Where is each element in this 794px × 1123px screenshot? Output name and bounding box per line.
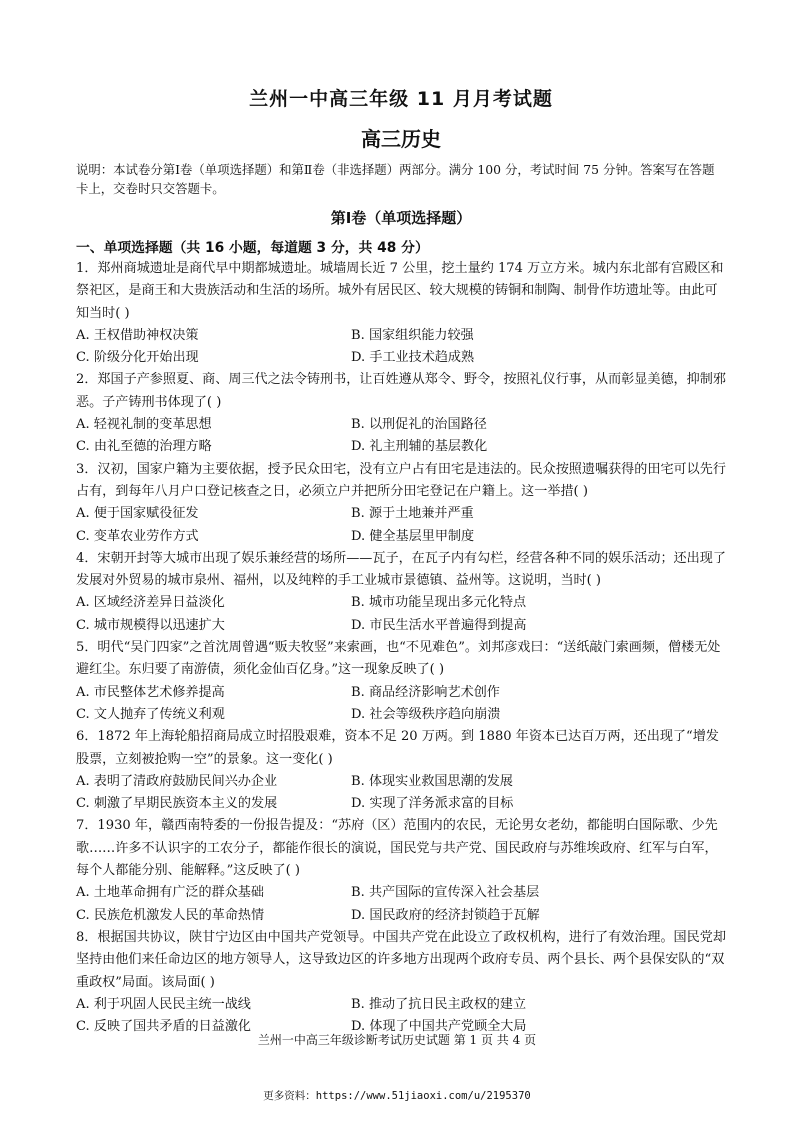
option-b: B. 共产国际的宣传深入社会基层 bbox=[351, 885, 540, 901]
option-a: A. 市民整体艺术修养提高 bbox=[76, 684, 225, 700]
question-1 bbox=[76, 258, 726, 369]
option-c: C. 刺激了早期民族资本主义的发展 bbox=[76, 796, 278, 812]
option-b: B. 商品经济影响艺术创作 bbox=[351, 684, 500, 700]
option-grid bbox=[76, 771, 726, 816]
option-a: A. 轻视礼制的变革思想 bbox=[76, 417, 212, 433]
option-b: B. 源于土地兼并严重 bbox=[351, 506, 474, 522]
question-stem: 4．宋朝开封等大城市出现了娱乐兼经营的场所——瓦子，在瓦子内有勾栏，经营各种不同的娱乐活动；还出现了发展对外贸易的城市泉州、福州，以及纯粹的手工业城市景德镇、益州等。这说明，当时( ) bbox=[76, 550, 726, 589]
question-stem: 5．明代“吴门四家”之首沈周曾遇“贩夫牧竖”来索画，也“不见难色”。刘邦彦戏曰：“送纸敲门索画频，僧楼无处避红尘。东归要了南游债，须化金仙百亿身。”这一现象反映了( ) bbox=[76, 640, 721, 678]
exam-subtitle: 高三历史 bbox=[361, 127, 441, 151]
option-grid bbox=[76, 592, 726, 637]
question-6 bbox=[76, 726, 726, 815]
question-list bbox=[76, 258, 726, 1038]
option-b: B. 推动了抗日民主政权的建立 bbox=[351, 996, 527, 1012]
exam-instructions: 说明：本试卷分第Ⅰ卷（单项选择题）和第Ⅱ卷（非选择题）两部分。满分 100 分，考试时间 75 分钟。答案写在答题卡上，交卷时只交答题卡。 bbox=[76, 162, 715, 196]
option-d: D. 国民政府的经济封锁趋于瓦解 bbox=[351, 907, 540, 923]
question-5 bbox=[76, 637, 726, 726]
option-a: A. 王权借助神权决策 bbox=[76, 327, 199, 343]
option-c: C. 变革农业劳作方式 bbox=[76, 528, 199, 544]
question-stem: 6．1872 年上海轮船招商局成立时招股艰难，资本不足 20 万两。到 1880 年资本已达百万两，还出现了“增发股票，立刻被抢购一空”的景象。这一变化( ) bbox=[76, 729, 719, 767]
option-d: D. 体现了中国共产党顾全大局 bbox=[351, 1019, 527, 1035]
option-grid bbox=[76, 882, 726, 927]
question-7 bbox=[76, 815, 726, 926]
option-c: C. 城市规模得以迅速扩大 bbox=[76, 617, 225, 633]
option-c: C. 民族危机激发人民的革命热情 bbox=[76, 907, 265, 923]
option-b: B. 以刑促礼的治国路径 bbox=[351, 417, 487, 433]
option-d: D. 健全基层里甲制度 bbox=[351, 528, 475, 544]
question-stem: 2．郑国子产参照夏、商、周三代之法令铸刑书，让百姓遵从郑令、野令，按照礼仪行事，从而彰显美德，抑制邪恶。子产铸刑书体现了( ) bbox=[76, 372, 726, 410]
question-3 bbox=[76, 459, 726, 548]
question-stem: 8．根据国共协议，陕甘宁边区由中国共产党领导。中国共产党在此设立了政权机构，进行了有效治理。国民党却坚持由他们来任命边区的地方领导人，这导致边区的许多地方出现两个政府专员、两个县长、两个县保安队的“双重政权”局面。该局面( ) bbox=[76, 929, 726, 990]
option-d: D. 礼主刑辅的基层教化 bbox=[351, 439, 488, 455]
question-2 bbox=[76, 369, 726, 458]
option-c: C. 反映了国共矛盾的日益激化 bbox=[76, 1019, 252, 1035]
question-4 bbox=[76, 548, 726, 637]
option-c: C. 由礼至德的治理方略 bbox=[76, 439, 212, 455]
option-b: B. 城市功能呈现出多元化特点 bbox=[351, 595, 527, 611]
section-title: 第Ⅰ卷（单项选择题） bbox=[330, 209, 472, 227]
option-b: B. 国家组织能力较强 bbox=[351, 327, 474, 343]
question-stem: 1．郑州商城遗址是商代早中期都城遗址。城墙周长近 7 公里，挖土量约 174 万立方米。城内东北部有宫殿区和祭祀区，是商王和大贵族活动和生活的场所。城外有居民区、较大规模的铸铜和制陶、制骨作坊遗址等。由此可知当时( ) bbox=[76, 261, 724, 321]
option-grid bbox=[76, 325, 726, 370]
option-b: B. 体现实业救国思潮的发展 bbox=[351, 773, 513, 789]
option-a: A. 便于国家赋役征发 bbox=[76, 506, 199, 522]
option-grid bbox=[76, 503, 726, 548]
option-c: C. 文人抛弃了传统义利观 bbox=[76, 706, 225, 722]
question-stem: 7．1930 年，赣西南特委的一份报告提及：“苏府（区）范围内的农民，无论男女老幼，都能明白国际歌、少先歌……许多不认识字的工农分子，都能作很长的演说，国民党与共产党、国民政府与苏维埃政府、红军与白军，每个人都能分别、能解释。”这反映了( ) bbox=[76, 818, 718, 879]
part-heading: 一、单项选择题（共 16 小题，每道题 3 分，共 48 分） bbox=[76, 240, 429, 256]
option-a: A. 表明了清政府鼓励民间兴办企业 bbox=[76, 773, 278, 789]
exam-title: 兰州一中高三年级 11 月月考试题 bbox=[249, 88, 553, 110]
option-d: D. 实现了洋务派求富的目标 bbox=[351, 796, 514, 812]
option-d: D. 市民生活水平普遍得到提高 bbox=[351, 617, 527, 633]
option-a: A. 区域经济差异日益淡化 bbox=[76, 595, 225, 611]
option-grid bbox=[76, 682, 726, 727]
exam-page bbox=[76, 84, 726, 1038]
option-d: D. 社会等级秩序趋向崩溃 bbox=[351, 706, 501, 722]
page-footer: 兰州一中高三年级诊断考试历史试题 第 1 页 共 4 页 bbox=[257, 1033, 537, 1047]
resource-link[interactable]: 更多资料：https://www.51jiaoxi.com/u/2195370 bbox=[263, 1090, 531, 1102]
option-a: A. 土地革命拥有广泛的群众基础 bbox=[76, 885, 264, 901]
option-d: D. 手工业技术趋成熟 bbox=[351, 350, 475, 366]
option-a: A. 利于巩固人民民主统一战线 bbox=[76, 996, 251, 1012]
question-8 bbox=[76, 927, 726, 1038]
option-grid bbox=[76, 414, 726, 459]
option-c: C. 阶级分化开始出现 bbox=[76, 350, 199, 366]
question-stem: 3．汉初，国家户籍为主要依据，授予民众田宅，没有立户占有田宅是违法的。民众按照遗嘱获得的田宅可以先行占有，到每年八月户口登记核查之日，必须立户并把所分田宅登记在户籍上。这一举措( ) bbox=[76, 461, 726, 499]
